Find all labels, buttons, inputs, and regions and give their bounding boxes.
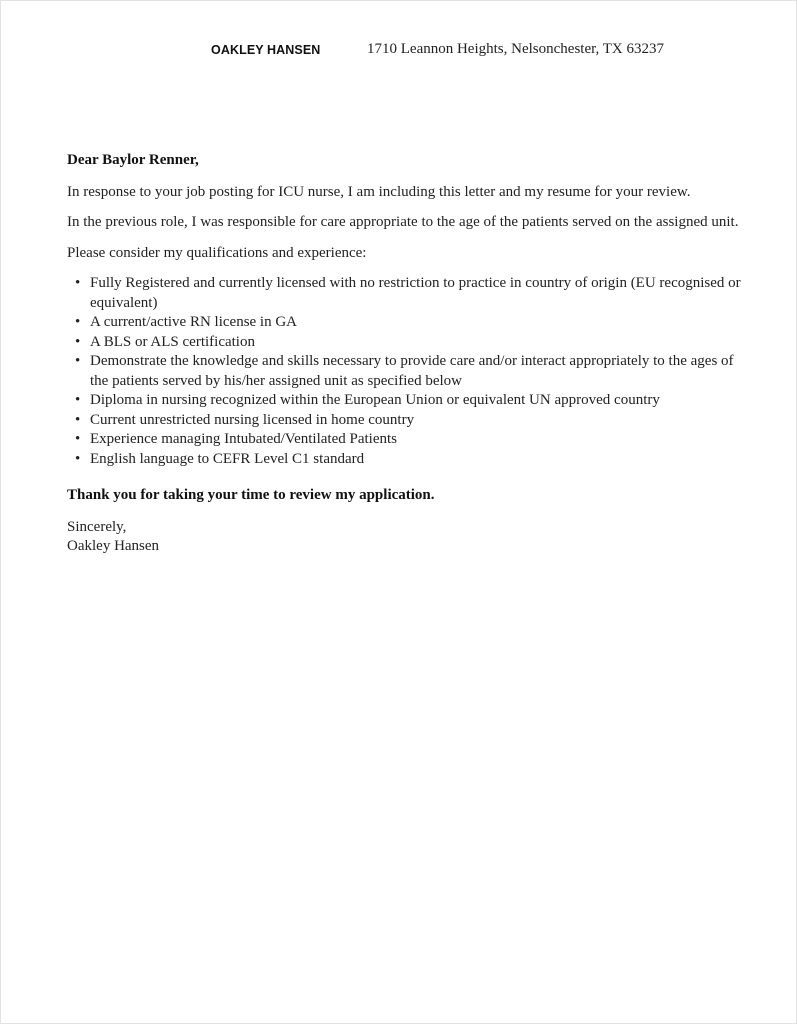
list-item — [75, 391, 747, 411]
qualification-text: Current unrestricted nursing licensed in home country — [90, 411, 415, 428]
qualifications-intro: Please consider my qualifications and experience: — [67, 244, 367, 261]
list-item — [75, 274, 747, 313]
closing-line: Thank you for taking your time to review my application. — [67, 487, 435, 503]
signature-name: Oakley Hansen — [67, 538, 160, 554]
list-item — [75, 352, 747, 391]
list-item — [75, 430, 747, 450]
qualifications-list — [67, 274, 747, 469]
qualification-text: English language to CEFR Level C1 standard — [90, 450, 365, 467]
list-item — [75, 313, 747, 333]
letter-header — [1, 41, 797, 61]
bullet-icon: • — [75, 314, 81, 330]
sender-name: OAKLEY HANSEN — [211, 43, 321, 57]
list-item — [75, 411, 747, 431]
experience-paragraph: In the previous role, I was responsible for care appropriate to the age of the patients served on the assigned unit. — [67, 214, 739, 230]
intro-paragraph: In response to your job posting for ICU nurse, I am including this letter and my resume for your review. — [67, 183, 691, 200]
bullet-icon: • — [75, 431, 81, 447]
bullet-icon: • — [75, 411, 81, 428]
valediction: Sincerely, — [67, 518, 127, 535]
qualification-text: Diploma in nursing recognized within the European Union or equivalent UN approved country — [90, 392, 660, 408]
letter-body — [67, 151, 747, 557]
bullet-icon: • — [75, 333, 81, 350]
qualification-text: Demonstrate the knowledge and skills necessary to provide care and/or interact appropriately to the ages of the patients served by his/her assigned unit as specified below — [90, 353, 734, 389]
bullet-icon: • — [75, 353, 81, 369]
salutation: Dear Baylor Renner, — [67, 152, 199, 168]
qualification-text: Experience managing Intubated/Ventilated Patients — [90, 431, 397, 447]
qualification-text: A BLS or ALS certification — [90, 333, 255, 350]
bullet-icon: • — [75, 450, 81, 467]
bullet-icon: • — [75, 392, 81, 408]
bullet-icon: • — [75, 275, 81, 291]
list-item — [75, 333, 747, 353]
qualification-text: A current/active RN license in GA — [90, 314, 298, 330]
sender-address: 1710 Leannon Heights, Nelsonchester, TX 63237 — [367, 41, 664, 57]
qualification-text: Fully Registered and currently licensed with no restriction to practice in country of origin (EU recognised or equivalent) — [90, 275, 741, 311]
list-item — [75, 450, 747, 470]
